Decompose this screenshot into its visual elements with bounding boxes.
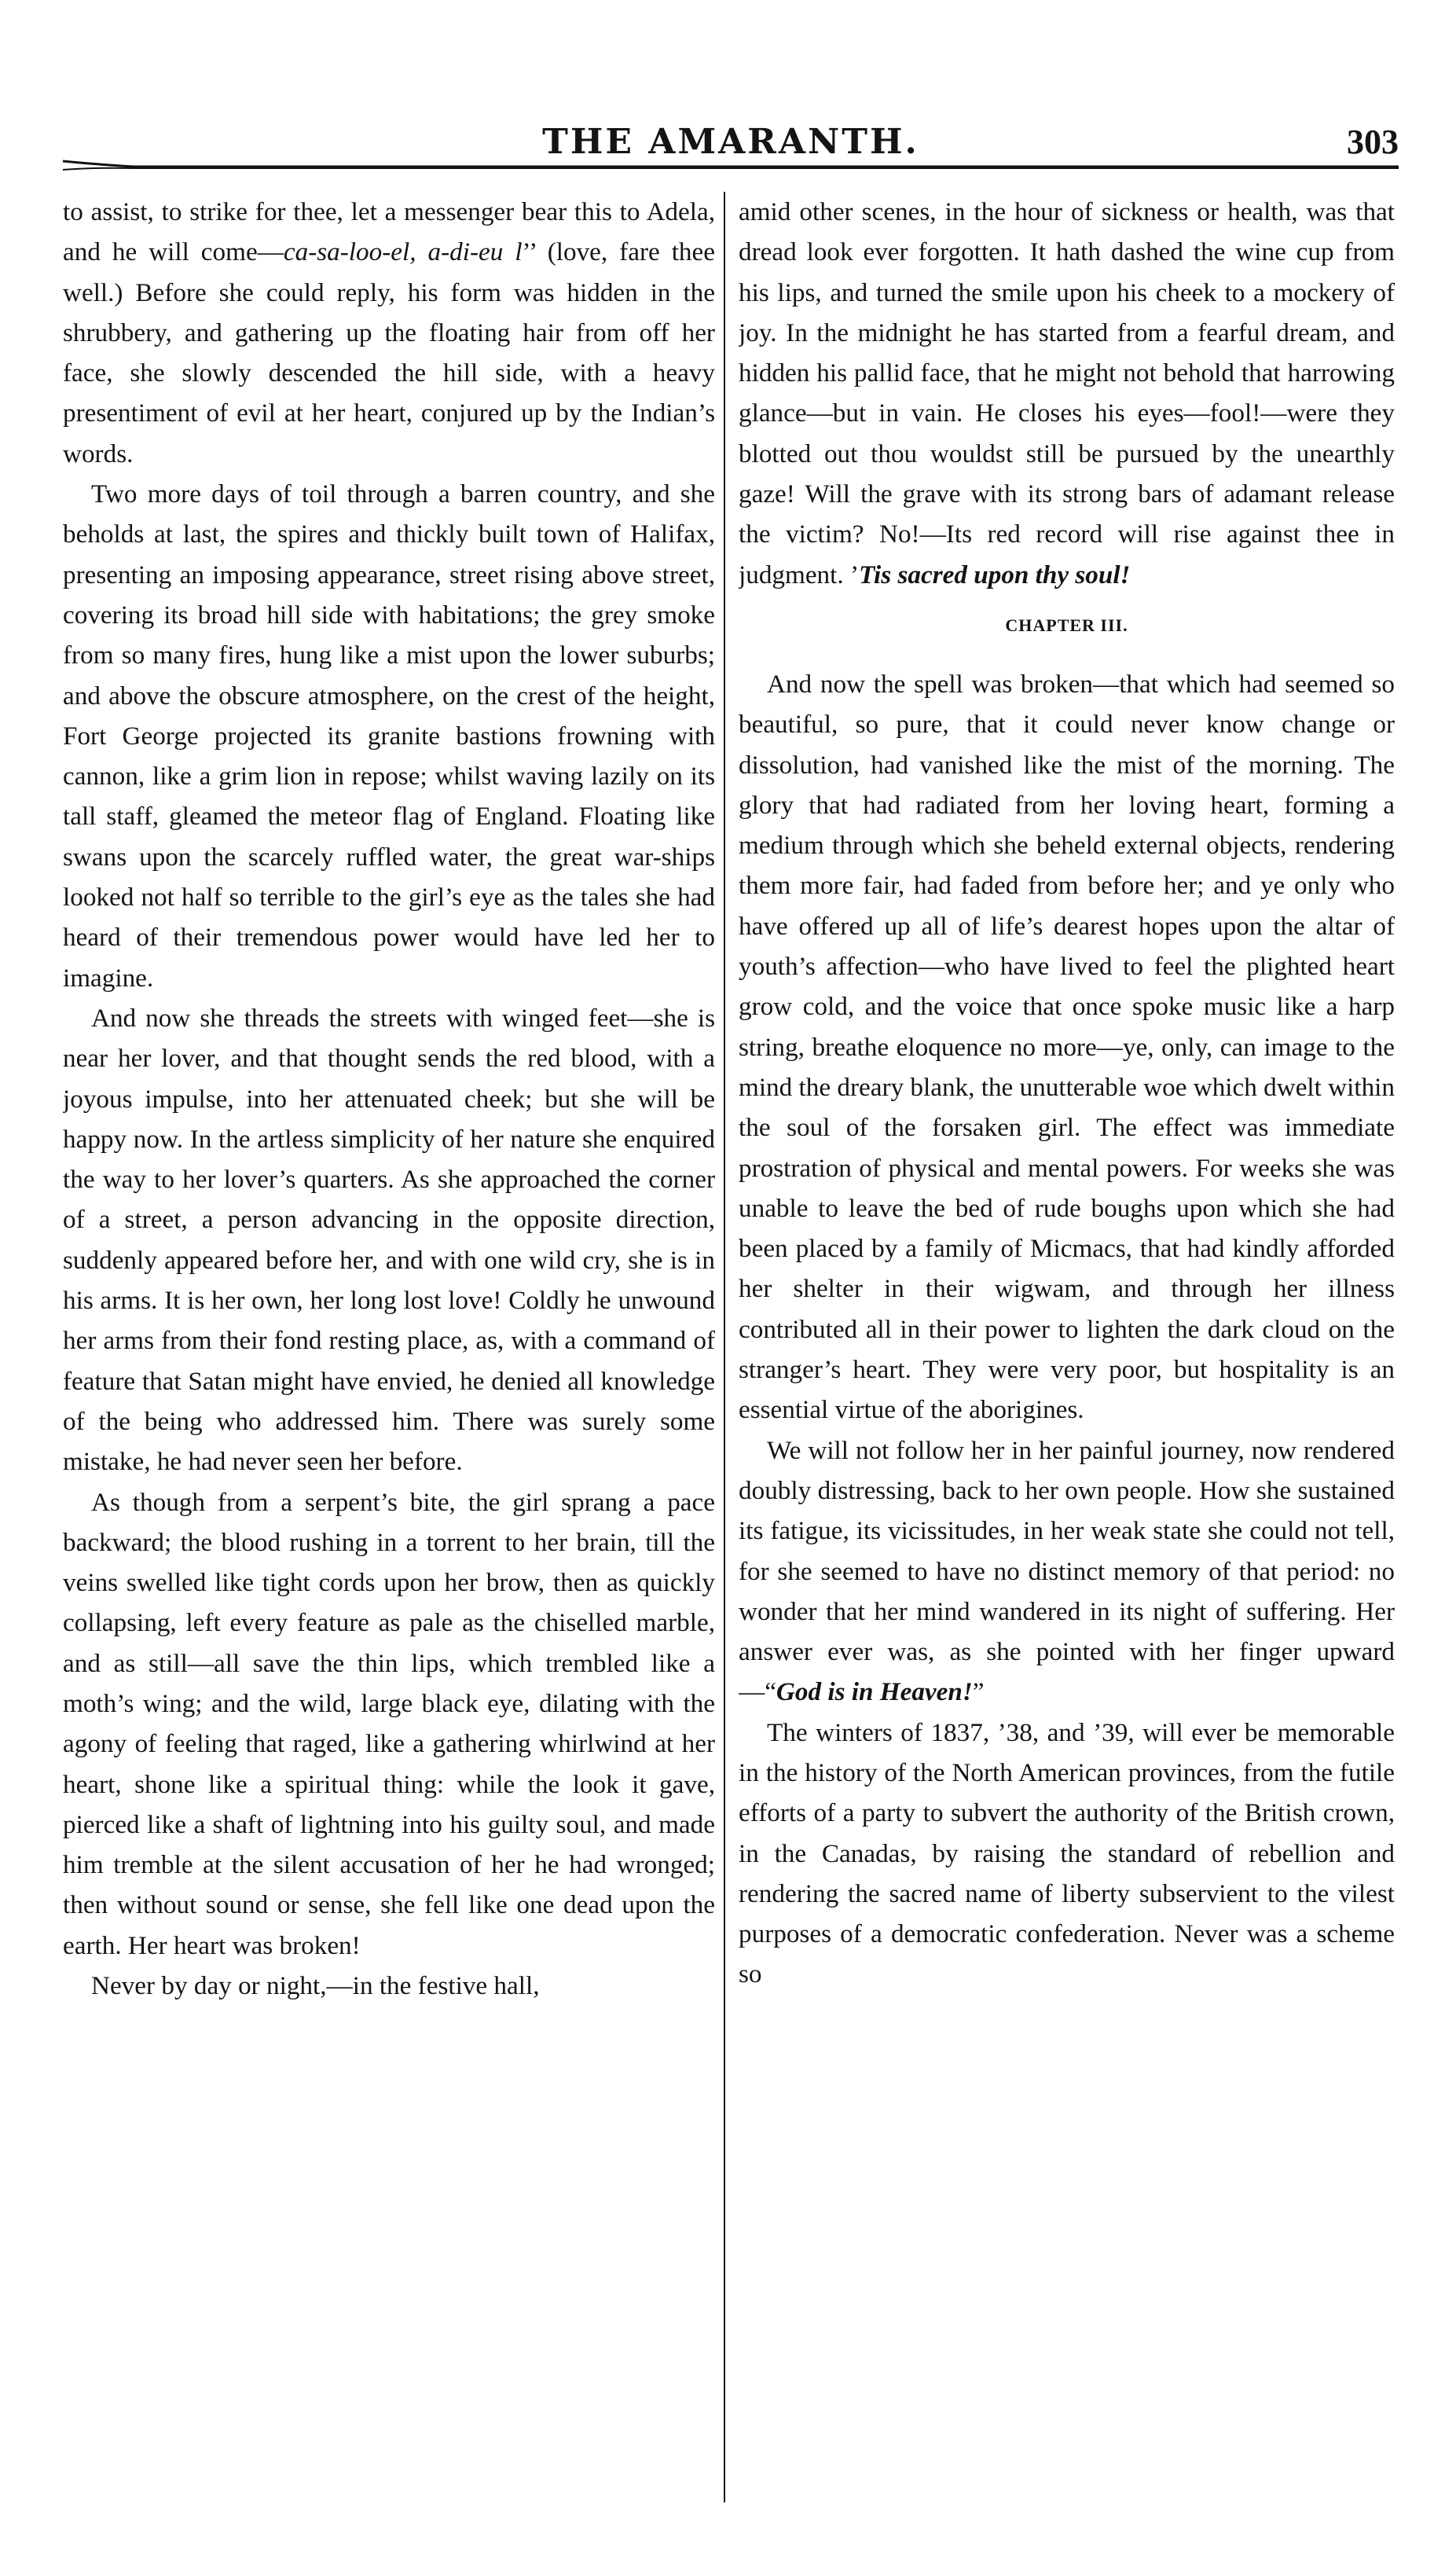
paragraph: to assist, to strike for thee, let a messenger bear this to Adela, and he will come—ca-sa-loo-el, a-di-eu l’’ (love, fare thee well.) Before she could reply, his form was hidden in the shrubbery, and gathering up the floating hair from off her face, she slowly descended the hill side, with a heavy presentiment of evil at her heart, conjured up by the Indian’s words.: [63, 197, 715, 468]
column-divider: [724, 192, 725, 2502]
page-header: [63, 122, 1399, 161]
right-column: [739, 192, 1395, 2502]
paragraph: Two more days of toil through a barren country, and she beholds at last, the spires and thickly built town of Halifax, presenting an imposing appearance, street rising above street, covering its broad hill side with habitations; the grey smoke from so many fires, hung like a mist upon the lower suburbs; and above the obscure atmosphere, on the crest of the height, Fort George projected its granite bastions frowning with cannon, like a grim lion in repose; whilst waving lazily on its tall staff, gleamed the meteor flag of England. Floating like swans upon the scarcely ruffled water, the great war-ships looked not half so terrible to the girl’s eye as the tales she had heard of their tremendous power would have led her to imagine.: [63, 479, 715, 993]
paragraph: And now the spell was broken—that which had seemed so beautiful, so pure, that it could never know change or dissolution, had vanished like the mist of the morning. The glory that had radiated from her loving heart, forming a medium through which she beheld external objects, rendering them more fair, had faded from before her; and ye only who have offered up all of life’s dearest hopes upon the altar of youth’s affection—who have lived to feel the plighted heart grow cold, and the voice that once spoke music like a harp string, breathe eloquence no more—ye, only, can image to the mind the dreary blank, the unutterable woe which dwelt within the soul of the forsaken girl. The effect was immediate prostration of physical and mental powers. For weeks she was unable to leave the bed of rude boughs upon which she had been placed by a family of Micmacs, that had kindly afforded her shelter in their wigwam, and through her illness contributed all in their power to lighten the dark cloud on the stranger’s heart. They were very poor, but hospitality is an essential virtue of the aborigines.: [739, 669, 1395, 1425]
left-column: [63, 192, 715, 2502]
italic-phrase: God is in Heaven!: [776, 1677, 973, 1707]
paragraph: As though from a serpent’s bite, the girl sprang a pace backward; the blood rushing in a torrent to her brain, till the veins swelled like tight cords upon her brow, then as quickly collapsing, left every feature as pale as the chiselled marble, and as still—all save the thin lips, which trembled like a moth’s wing; and the wild, large black eye, dilating with the agony of feeling that raged, like a gathering whirlwind at her heart, shone like a spiritual thing: while the look it gave, pierced like a shaft of lightning into his guilty soul, and made him tremble at the silent accusation of her he had wronged; then without sound or sense, she fell like one dead upon the earth. Her heart was broken!: [63, 1487, 715, 1960]
running-title: THE AMARANTH.: [542, 122, 919, 162]
page-number: 303: [1347, 123, 1399, 161]
italic-phrase: Tis sacred upon thy soul!: [859, 560, 1131, 589]
paragraph: amid other scenes, in the hour of sickness or health, was that dread look ever forgotten. It hath dashed the wine cup from his lips, and turned the smile upon his cheek to a mockery of joy. In the midnight he has started from a fearful dream, and hidden his pallid face, that he might not behold that harrowing glance—but in vain. He closes his eyes—fool!—were they blotted out thou wouldst still be pursued by the unearthly gaze! Will the grave with its strong bars of adamant release the victim? No!—Its red record will rise against thee in judgment. ’Tis sacred upon thy soul!: [739, 197, 1395, 589]
chapter-heading: CHAPTER III.: [1005, 615, 1128, 635]
paragraph: We will not follow her in her painful journey, now rendered doubly distressing, back to her own people. How she sustained its fatigue, its vicissitudes, in her weak state she could not tell, for she seemed to have no distinct memory of that period: no wonder that her mind wandered in its night of suffering. Her answer ever was, as she pointed with her finger upward—“God is in Heaven!”: [739, 1435, 1395, 1707]
paragraph: Never by day or night,—in the festive hall,: [91, 1971, 540, 2001]
paragraph: The winters of 1837, ’38, and ’39, will ever be memorable in the history of the North American provinces, from the futile efforts of a party to subvert the authority of the British crown, in the Canadas, by raising the standard of rebellion and rendering the sacred name of liberty subservient to the vilest purposes of a democratic confederation. Never was a scheme so: [739, 1717, 1395, 1989]
italic-phrase: ca-sa-loo-el, a-di-eu l: [283, 237, 523, 267]
paragraph: And now she threads the streets with winged feet—she is near her lover, and that thought sends the red blood, with a joyous impulse, into her attenuated cheek; but she will be happy now. In the artless simplicity of her nature she enquired the way to her lover’s quarters. As she approached the corner of a street, a person advancing in the opposite direction, suddenly appeared before her, and with one wild cry, she is in his arms. It is her own, her long lost love! Coldly he unwound her arms from their fond resting place, as, with a command of feature that Satan might have envied, he denied all knowledge of the being who addressed him. There was surely some mistake, he had never seen her before.: [63, 1003, 715, 1477]
header-rule: [63, 160, 1399, 171]
